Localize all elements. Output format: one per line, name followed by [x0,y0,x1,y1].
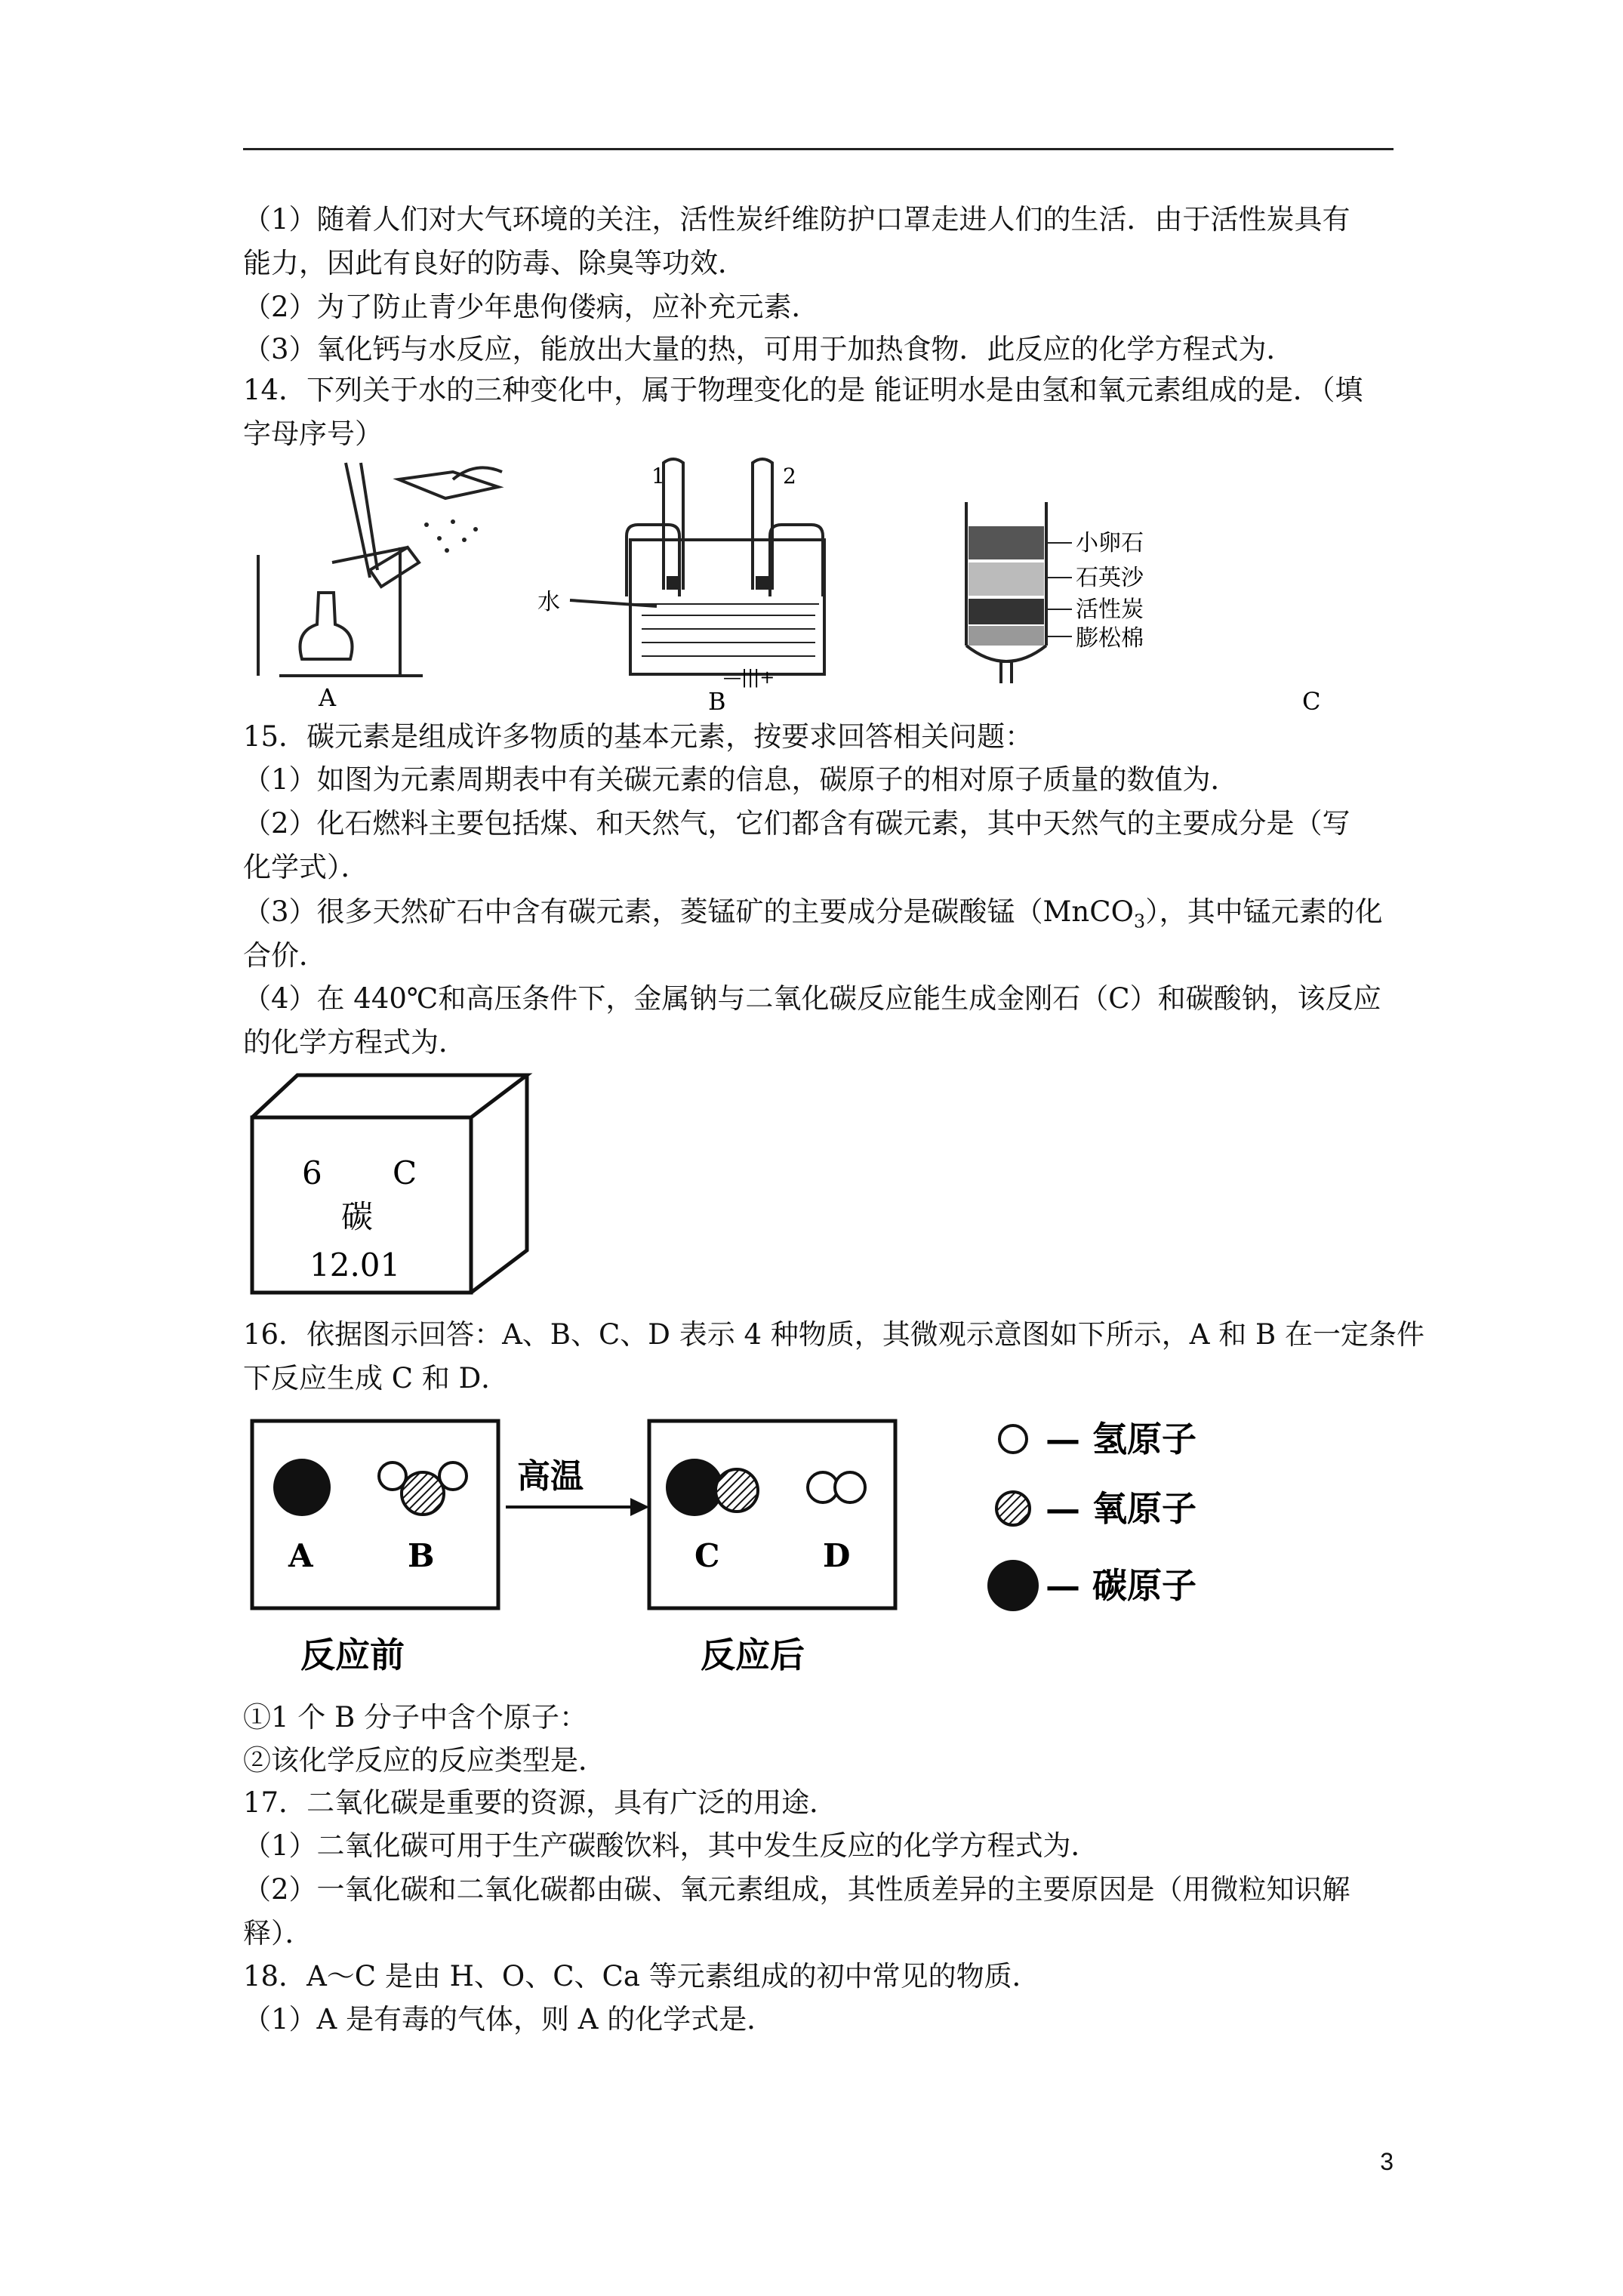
legend-carbon: — 碳原子 [1046,1565,1197,1606]
atomic-mass: 12.01 [310,1247,401,1284]
text-line: ①1 个 B 分子中含个原子： [243,1701,588,1734]
text-line: 字母序号） [243,418,383,450]
text-line: 下反应生成 C 和 D． [243,1362,510,1395]
text-line: （2）一氧化碳和二氧化碳都由碳、氧元素组成，其性质差异的主要原因是（用微粒知识解 [243,1873,1350,1906]
species-b-label: B [408,1537,435,1574]
text-line: 释）． [243,1917,313,1949]
text-line: （1）如图为元素周期表中有关碳元素的信息，碳原子的相对原子质量的数值为． [243,763,1239,796]
label-a: A [319,683,337,712]
text-line: 化学式）． [243,851,369,883]
question-16: 16．依据图示回答：A、B、C、D 表示 4 种物质，其微观示意图如下所示，A 和 B 在一定条件 [243,1318,1424,1351]
page-number: 3 [1380,2148,1394,2175]
text-line: （2）化石燃料主要包括煤、和天然气，它们都含有碳元素，其中天然气的主要成分是（写 [243,807,1350,840]
after-label: 反应后 [701,1635,805,1675]
water-experiments-figure [249,457,1321,717]
text-line: 能力，因此有良好的防毒、除臭等功效． [243,247,746,279]
arrow-label: 高温 [517,1457,584,1496]
legend-oxygen: — 氧原子 [1046,1488,1197,1529]
reaction-diagram [249,1412,1306,1684]
battery-label: —|||+ [723,667,775,688]
text-line: 合价． [243,939,327,972]
before-label: 反应前 [300,1635,405,1675]
text-line: ②该化学反应的反应类型是． [243,1744,606,1777]
species-c-label: C [694,1537,720,1574]
element-symbol: C [393,1154,417,1191]
water-label: 水 [537,589,560,615]
species-a-label: A [288,1537,313,1574]
text-line: （4）在 440℃和高压条件下，金属钠与二氧化碳反应能生成金刚石（C）和碳酸钠，该反应 [243,982,1381,1015]
legend-hydrogen: — 氢原子 [1046,1419,1197,1459]
text-line: （3）很多天然矿石中含有碳元素，菱锰矿的主要成分是碳酸锰（MnCO$_3$），其中锰元素的化 [243,895,1383,932]
carbon-element-box [249,1072,536,1299]
question-14: 14．下列关于水的三种变化中，属于物理变化的是 能证明水是由氢和氧元素组成的是．（填 [243,374,1363,406]
layer-carbon-label: 活性炭 [1076,596,1144,623]
question-15: 15．碳元素是组成许多物质的基本元素，按要求回答相关问题： [243,720,1033,753]
tube-2-label: 2 [783,464,796,488]
layer-cotton-label: 膨松棉 [1076,625,1144,652]
layer-pebbles-label: 小卵石 [1076,530,1144,556]
text-line: （1）A 是有毒的气体，则 A 的化学式是． [243,2003,775,2036]
layer-sand-label: 石英沙 [1076,565,1144,591]
text-line: （1）二氧化碳可用于生产碳酸饮料，其中发生反应的化学方程式为． [243,1829,1099,1862]
element-name: 碳 [341,1198,374,1235]
label-b: B [708,687,726,716]
text-line: （3）氧化钙与水反应，能放出大量的热，可用于加热食物．此反应的化学方程式为． [243,333,1295,365]
tube-1-label: 1 [651,464,665,488]
atomic-number: 6 [302,1154,322,1191]
text-line: （1）随着人们对大气环境的关注，活性炭纤维防护口罩走进人们的生活．由于活性炭具有 [243,203,1350,236]
text-line: （2）为了防止青少年患佝偻病，应补充元素． [243,291,820,323]
question-18: 18．A～C 是由 H、O、C、Ca 等元素组成的初中常见的物质． [243,1960,1040,1992]
species-d-label: D [823,1537,851,1574]
question-17: 17．二氧化碳是重要的资源，具有广泛的用途． [243,1786,838,1819]
text-line: 的化学方程式为． [243,1026,467,1059]
header-rule [243,148,1394,150]
label-c: C [1302,687,1321,716]
